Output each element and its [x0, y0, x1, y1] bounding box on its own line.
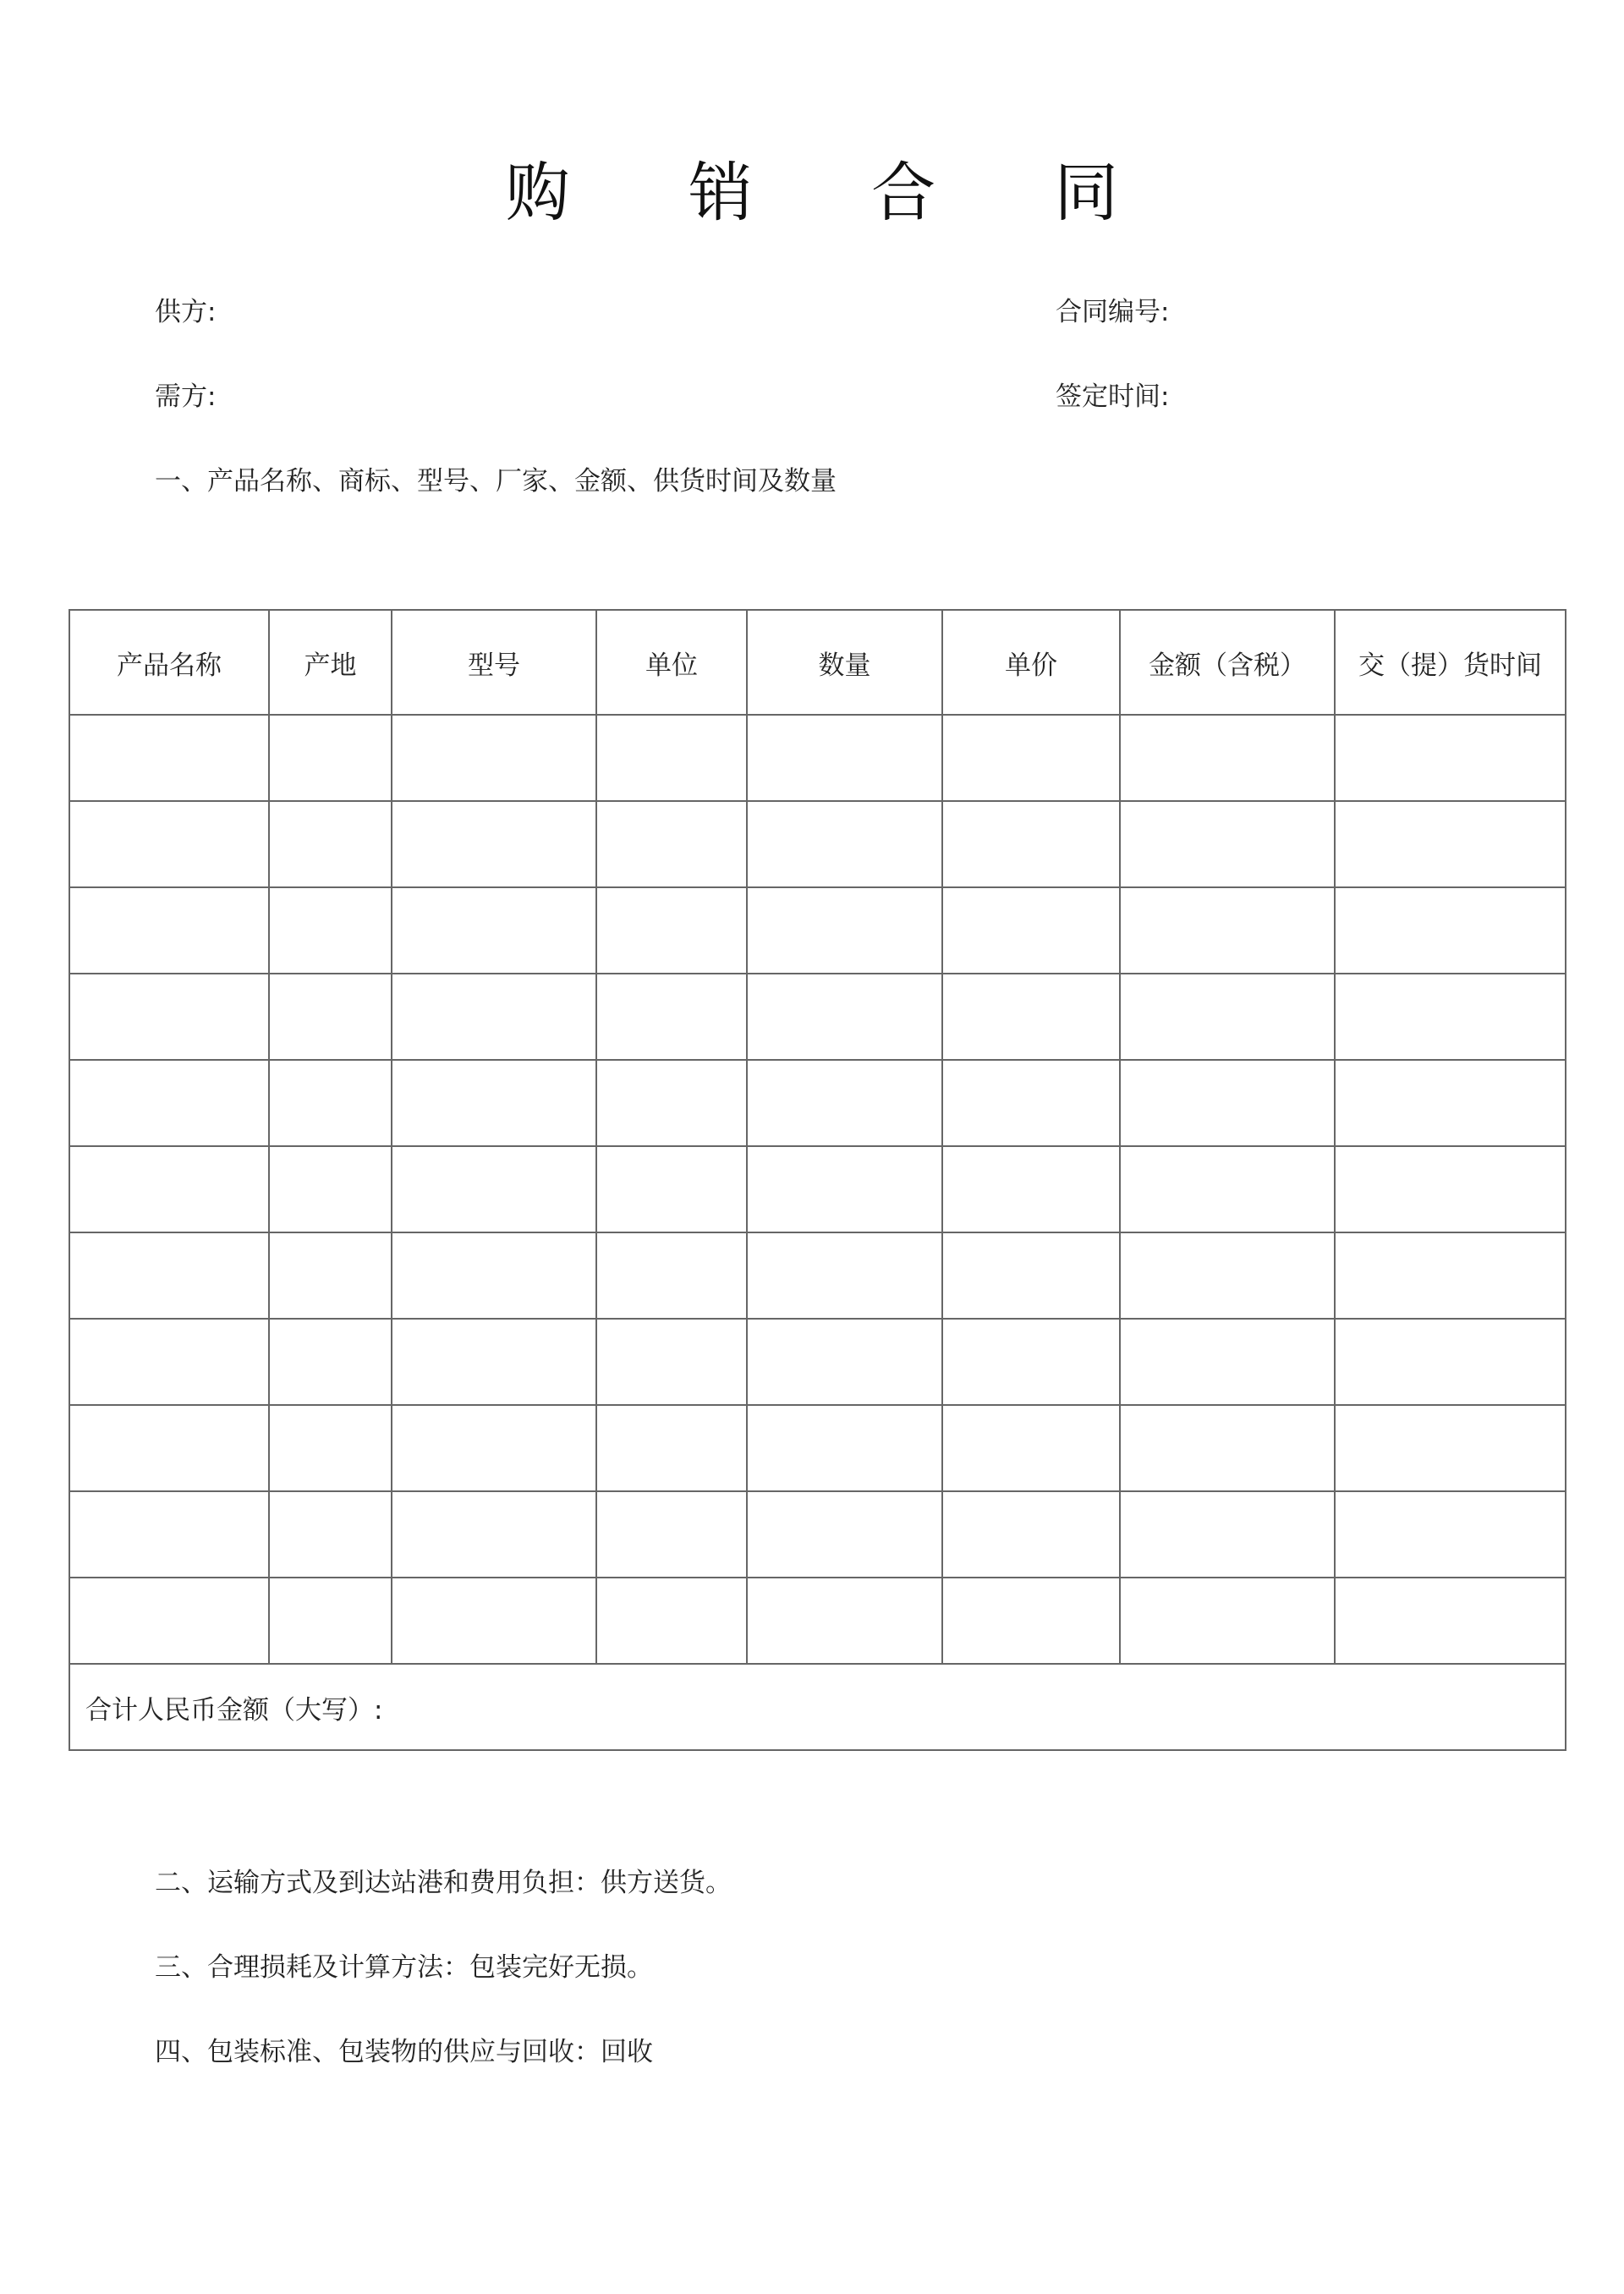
table-cell[interactable] — [1120, 1232, 1335, 1319]
table-cell[interactable] — [392, 1060, 596, 1146]
table-cell[interactable] — [1335, 801, 1566, 887]
table-row — [69, 1232, 1566, 1319]
table-cell[interactable] — [596, 887, 747, 974]
table-cell[interactable] — [1120, 887, 1335, 974]
header-amount-tax-incl: 金额（含税） — [1120, 610, 1335, 715]
page-title: 购 销 合 同 — [505, 155, 1168, 230]
table-cell[interactable] — [269, 1146, 392, 1232]
table-cell[interactable] — [596, 1491, 747, 1578]
table-cell[interactable] — [1335, 1146, 1566, 1232]
table-row — [69, 1146, 1566, 1232]
table-cell[interactable] — [1120, 1146, 1335, 1232]
header-unit-price: 单价 — [942, 610, 1120, 715]
table-cell[interactable] — [942, 801, 1120, 887]
table-cell[interactable] — [1335, 887, 1566, 974]
header-product-name: 产品名称 — [69, 610, 269, 715]
sign-date-label: 签定时间: — [1056, 381, 1170, 412]
table-cell[interactable] — [269, 887, 392, 974]
table-cell[interactable] — [392, 1319, 596, 1405]
table-cell[interactable] — [1335, 1578, 1566, 1664]
table-cell[interactable] — [392, 715, 596, 801]
table-body — [69, 715, 1566, 1664]
supplier-label: 供方: — [155, 297, 217, 327]
table-cell[interactable] — [1335, 1060, 1566, 1146]
table-cell[interactable] — [269, 1319, 392, 1405]
table-cell[interactable] — [596, 1578, 747, 1664]
table-cell[interactable] — [942, 1578, 1120, 1664]
header-quantity: 数量 — [747, 610, 942, 715]
table-cell[interactable] — [747, 715, 942, 801]
table-cell[interactable] — [942, 1319, 1120, 1405]
table-cell[interactable] — [69, 1578, 269, 1664]
table-cell[interactable] — [392, 887, 596, 974]
table-row — [69, 715, 1566, 801]
table-cell[interactable] — [942, 1491, 1120, 1578]
table-cell[interactable] — [1120, 1060, 1335, 1146]
table-cell[interactable] — [269, 1491, 392, 1578]
table-cell[interactable] — [1120, 1319, 1335, 1405]
table-cell[interactable] — [392, 974, 596, 1060]
table-cell[interactable] — [69, 974, 269, 1060]
total-row — [69, 1664, 1566, 1750]
table-cell[interactable] — [596, 715, 747, 801]
table-cell[interactable] — [392, 1578, 596, 1664]
table-cell[interactable] — [269, 801, 392, 887]
table-row — [69, 801, 1566, 887]
table-cell[interactable] — [596, 1319, 747, 1405]
table-cell[interactable] — [596, 801, 747, 887]
section-4-packaging: 四、包装标准、包装物的供应与回收：回收 — [155, 2037, 653, 2067]
table-cell[interactable] — [269, 1405, 392, 1491]
table-cell[interactable] — [269, 1232, 392, 1319]
table-cell[interactable] — [1120, 715, 1335, 801]
table-row — [69, 887, 1566, 974]
table-cell[interactable] — [747, 1405, 942, 1491]
table-cell[interactable] — [69, 1405, 269, 1491]
table-cell[interactable] — [942, 974, 1120, 1060]
table-cell[interactable] — [69, 801, 269, 887]
header-model: 型号 — [392, 610, 596, 715]
total-amount-label: 合计人民币金额（大写）: — [69, 1664, 1566, 1750]
header-unit: 单位 — [596, 610, 747, 715]
table-cell[interactable] — [69, 715, 269, 801]
table-cell[interactable] — [392, 1146, 596, 1232]
table-cell[interactable] — [269, 1578, 392, 1664]
table-header-row — [69, 610, 1566, 715]
buyer-label: 需方: — [155, 381, 217, 412]
table-cell[interactable] — [392, 1491, 596, 1578]
table-cell[interactable] — [1335, 1232, 1566, 1319]
table-row — [69, 1578, 1566, 1664]
table-row — [69, 1405, 1566, 1491]
table-cell[interactable] — [747, 1578, 942, 1664]
table-cell[interactable] — [596, 1232, 747, 1319]
table-cell[interactable] — [1120, 1578, 1335, 1664]
goods-table — [69, 609, 1566, 1751]
table-cell[interactable] — [269, 715, 392, 801]
table-cell[interactable] — [69, 1146, 269, 1232]
table-row — [69, 974, 1566, 1060]
table-cell[interactable] — [1335, 1319, 1566, 1405]
section-3-loss: 三、合理损耗及计算方法：包装完好无损。 — [155, 1952, 653, 1983]
header-delivery-time: 交（提）货时间 — [1335, 610, 1566, 715]
table-cell[interactable] — [747, 974, 942, 1060]
table-row — [69, 1491, 1566, 1578]
table-cell[interactable] — [69, 1060, 269, 1146]
table-cell[interactable] — [747, 801, 942, 887]
table-cell[interactable] — [69, 1491, 269, 1578]
table-cell[interactable] — [69, 1319, 269, 1405]
table-cell[interactable] — [1120, 801, 1335, 887]
table-cell[interactable] — [269, 974, 392, 1060]
section-2-transport: 二、运输方式及到达站港和费用负担：供方送货。 — [155, 1868, 732, 1898]
contract-number-label: 合同编号: — [1056, 297, 1170, 327]
table-cell[interactable] — [1120, 974, 1335, 1060]
table-cell[interactable] — [392, 1232, 596, 1319]
table-cell[interactable] — [69, 887, 269, 974]
header-origin: 产地 — [269, 610, 392, 715]
table-cell[interactable] — [596, 974, 747, 1060]
table-cell[interactable] — [747, 1232, 942, 1319]
table-cell[interactable] — [1120, 1405, 1335, 1491]
table-cell[interactable] — [942, 1232, 1120, 1319]
table-row — [69, 1319, 1566, 1405]
table-cell[interactable] — [942, 1060, 1120, 1146]
table-cell[interactable] — [596, 1146, 747, 1232]
section-1-heading: 一、产品名称、商标、型号、厂家、金额、供货时间及数量 — [155, 466, 837, 497]
table-cell[interactable] — [747, 1146, 942, 1232]
table-cell[interactable] — [942, 1405, 1120, 1491]
table-cell[interactable] — [747, 1060, 942, 1146]
table-cell[interactable] — [942, 1146, 1120, 1232]
table-cell[interactable] — [596, 1060, 747, 1146]
table-cell[interactable] — [942, 887, 1120, 974]
table-cell[interactable] — [1335, 974, 1566, 1060]
table-cell[interactable] — [69, 1232, 269, 1319]
table-cell[interactable] — [1335, 1405, 1566, 1491]
table-cell[interactable] — [596, 1405, 747, 1491]
table-cell[interactable] — [747, 887, 942, 974]
table-cell[interactable] — [269, 1060, 392, 1146]
table-cell[interactable] — [392, 801, 596, 887]
table-cell[interactable] — [747, 1491, 942, 1578]
table-cell[interactable] — [747, 1319, 942, 1405]
table-cell[interactable] — [1120, 1491, 1335, 1578]
table-cell[interactable] — [942, 715, 1120, 801]
table-row — [69, 1060, 1566, 1146]
table-cell[interactable] — [392, 1405, 596, 1491]
table-cell[interactable] — [1335, 715, 1566, 801]
table-cell[interactable] — [1335, 1491, 1566, 1578]
